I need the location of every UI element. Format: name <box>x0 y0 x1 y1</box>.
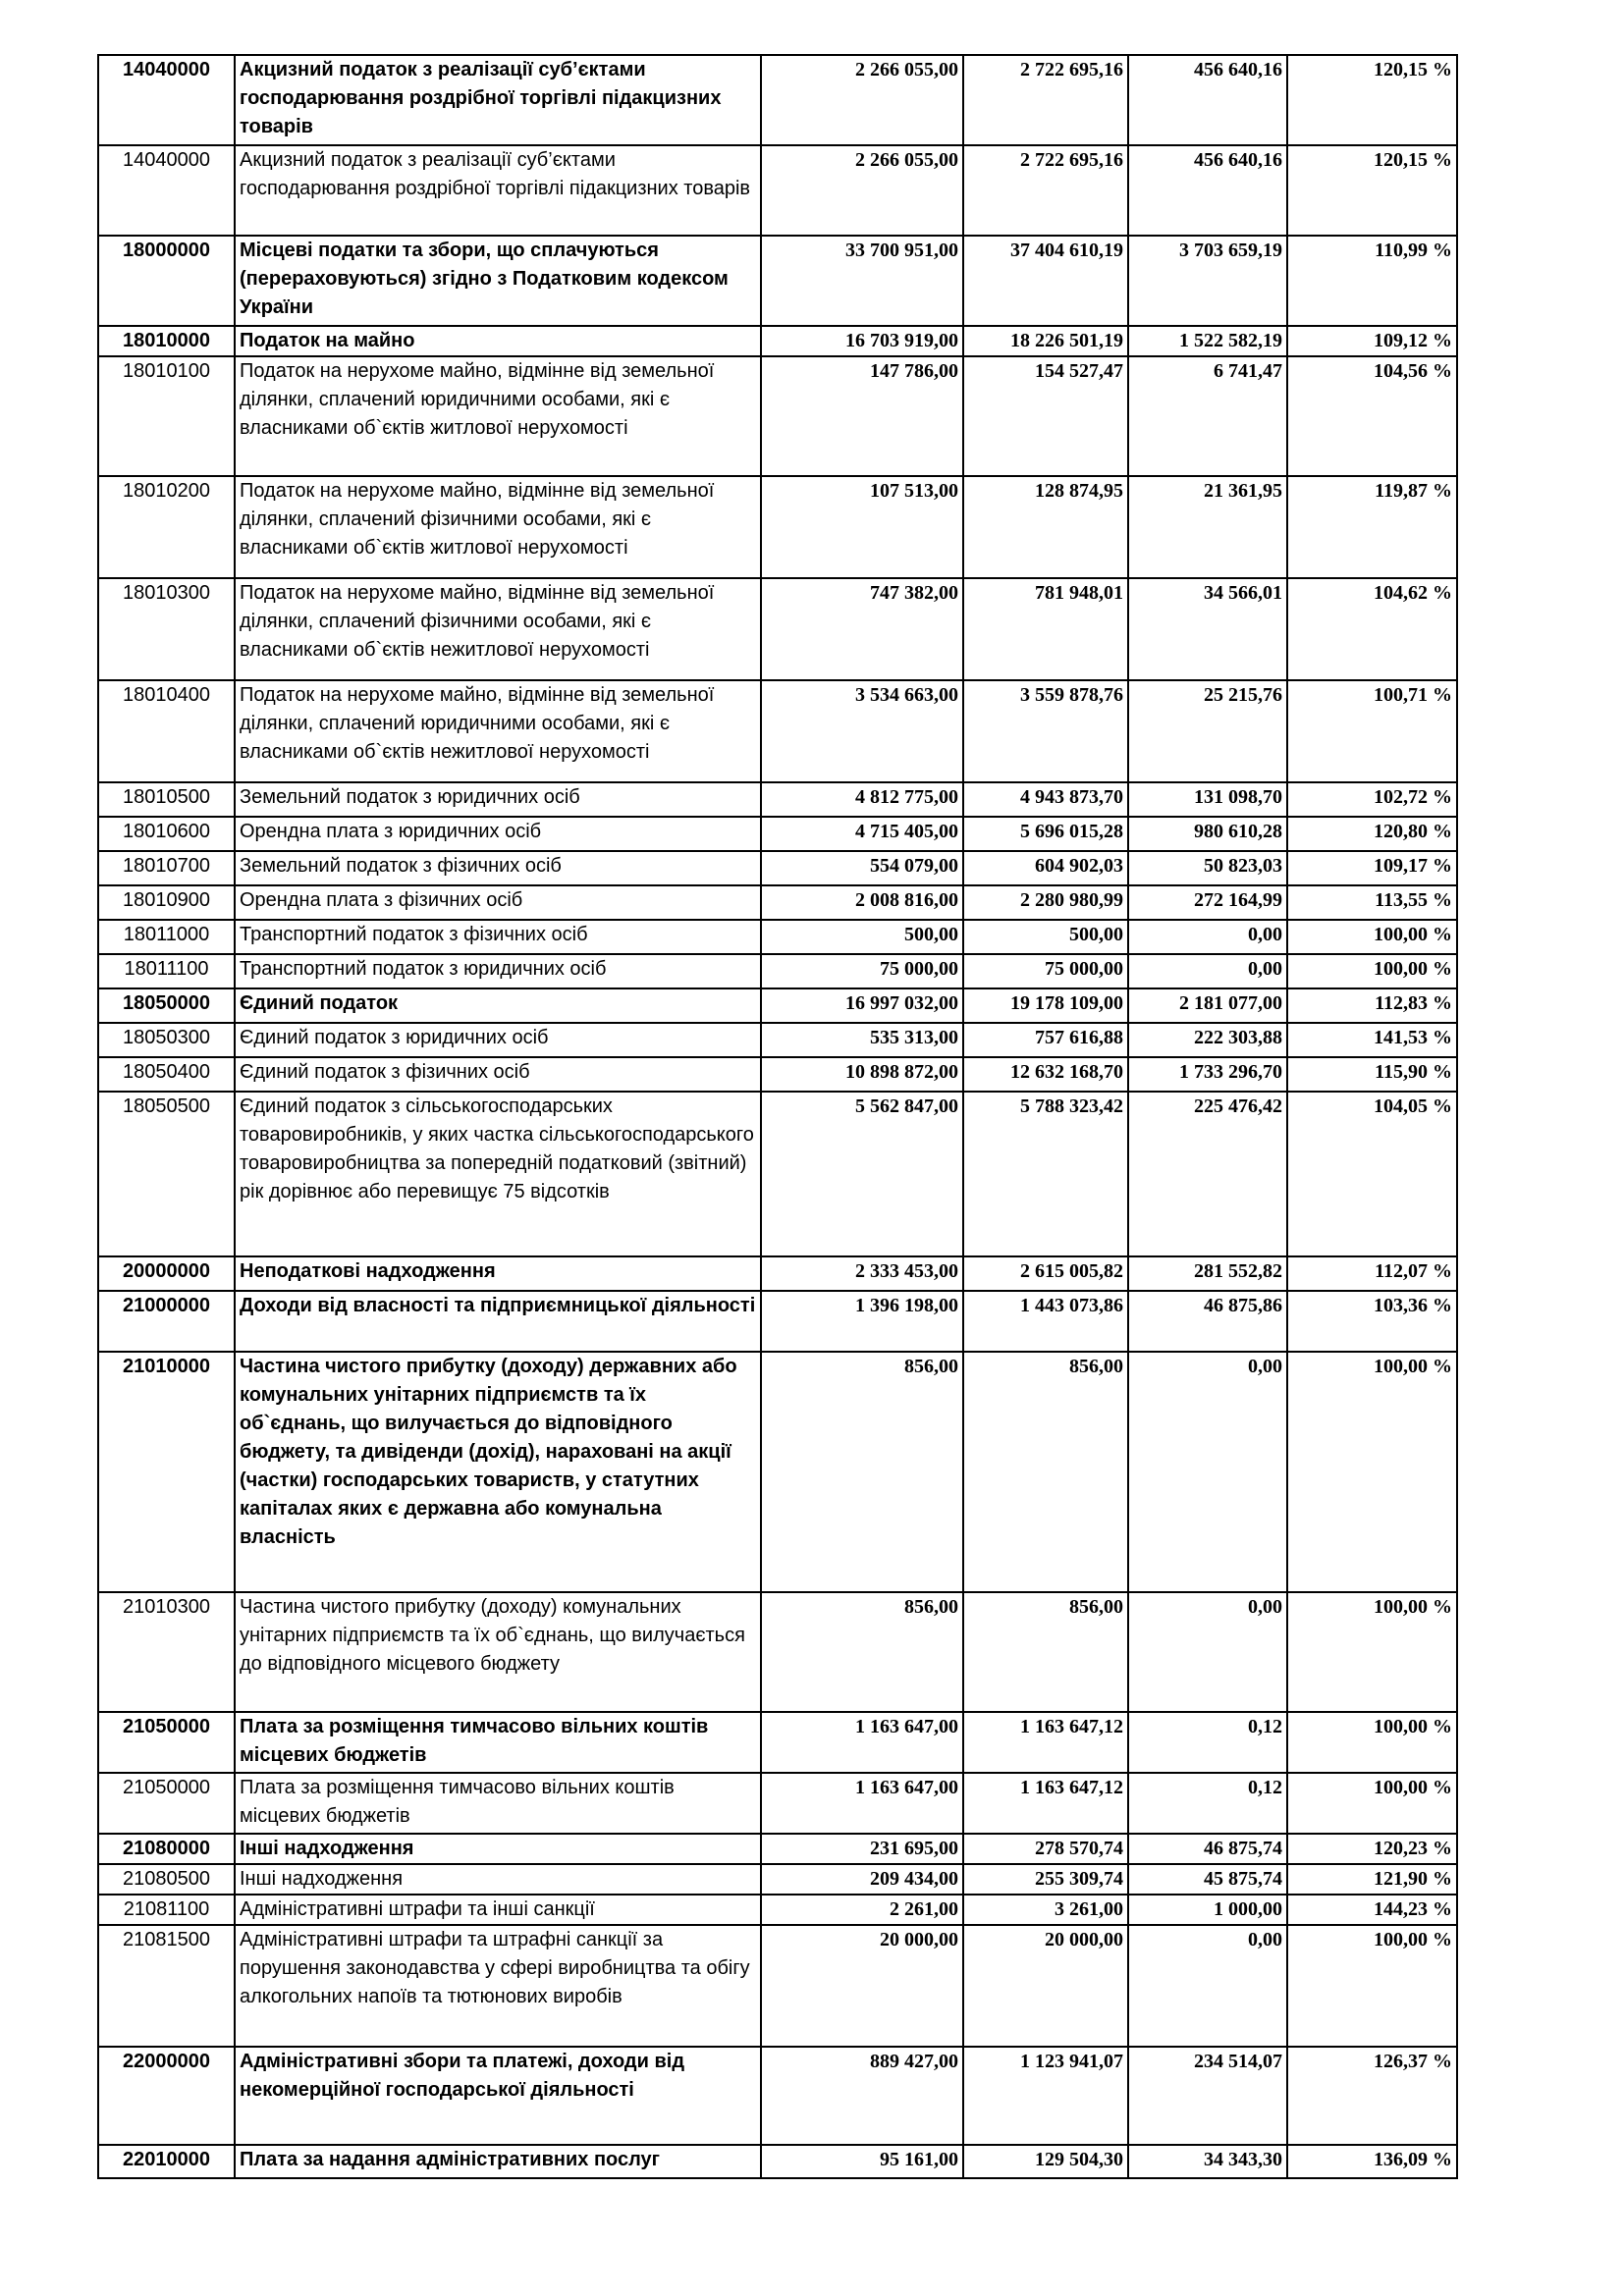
row-name: Плата за розміщення тимчасово вільних коштів місцевих бюджетів <box>235 1773 761 1834</box>
row-diff: 234 514,07 <box>1128 2047 1287 2145</box>
row-diff: 34 343,30 <box>1128 2145 1287 2178</box>
row-name: Податок на нерухоме майно, відмінне від земельної ділянки, сплачений юридичними особами, які є власниками об`єктів нежитлової нерухомості <box>235 680 761 782</box>
row-diff: 34 566,01 <box>1128 578 1287 680</box>
row-diff: 0,00 <box>1128 954 1287 988</box>
row-fact: 154 527,47 <box>963 356 1128 476</box>
row-plan: 1 163 647,00 <box>761 1773 963 1834</box>
table-row <box>98 782 1457 817</box>
row-plan: 856,00 <box>761 1352 963 1592</box>
row-name: Інші надходження <box>235 1864 761 1895</box>
row-percent: 141,53 % <box>1287 1023 1457 1057</box>
row-percent: 104,05 % <box>1287 1092 1457 1256</box>
row-fact: 19 178 109,00 <box>963 988 1128 1023</box>
row-fact: 604 902,03 <box>963 851 1128 885</box>
row-plan: 231 695,00 <box>761 1834 963 1864</box>
row-fact: 20 000,00 <box>963 1925 1128 2047</box>
table-row <box>98 236 1457 326</box>
row-name: Акцизний податок з реалізації суб’єктами господарювання роздрібної торгівлі підакцизних товарів <box>235 55 761 145</box>
row-fact: 2 280 980,99 <box>963 885 1128 920</box>
row-plan: 856,00 <box>761 1592 963 1712</box>
row-percent: 136,09 % <box>1287 2145 1457 2178</box>
row-percent: 102,72 % <box>1287 782 1457 817</box>
row-plan: 16 997 032,00 <box>761 988 963 1023</box>
row-diff: 1 522 582,19 <box>1128 326 1287 356</box>
table-row <box>98 851 1457 885</box>
row-name: Орендна плата з фізичних осіб <box>235 885 761 920</box>
row-fact: 18 226 501,19 <box>963 326 1128 356</box>
row-diff: 281 552,82 <box>1128 1256 1287 1291</box>
row-diff: 0,12 <box>1128 1773 1287 1834</box>
row-code: 21080000 <box>98 1834 235 1864</box>
row-plan: 147 786,00 <box>761 356 963 476</box>
row-diff: 272 164,99 <box>1128 885 1287 920</box>
row-percent: 110,99 % <box>1287 236 1457 326</box>
table-row <box>98 326 1457 356</box>
row-percent: 126,37 % <box>1287 2047 1457 2145</box>
table-row <box>98 1023 1457 1057</box>
row-fact: 856,00 <box>963 1592 1128 1712</box>
table-row <box>98 145 1457 236</box>
row-plan: 500,00 <box>761 920 963 954</box>
row-fact: 3 559 878,76 <box>963 680 1128 782</box>
row-plan: 554 079,00 <box>761 851 963 885</box>
row-fact: 2 722 695,16 <box>963 145 1128 236</box>
row-diff: 1 733 296,70 <box>1128 1057 1287 1092</box>
table-row <box>98 1256 1457 1291</box>
row-name: Єдиний податок з сільськогосподарських товаровиробників, у яких частка сільськогосподарського товаровиробництва за попередній податковий (звітний) рік дорівнює або перевищує 75 відсотків <box>235 1092 761 1256</box>
row-plan: 1 163 647,00 <box>761 1712 963 1773</box>
row-code: 20000000 <box>98 1256 235 1291</box>
row-code: 18050000 <box>98 988 235 1023</box>
row-code: 18050400 <box>98 1057 235 1092</box>
row-name: Неподаткові надходження <box>235 1256 761 1291</box>
row-plan: 75 000,00 <box>761 954 963 988</box>
row-code: 18010500 <box>98 782 235 817</box>
table-row <box>98 1291 1457 1352</box>
row-diff: 6 741,47 <box>1128 356 1287 476</box>
row-fact: 500,00 <box>963 920 1128 954</box>
row-code: 21050000 <box>98 1712 235 1773</box>
row-fact: 1 443 073,86 <box>963 1291 1128 1352</box>
row-fact: 128 874,95 <box>963 476 1128 578</box>
row-diff: 25 215,76 <box>1128 680 1287 782</box>
row-name: Транспортний податок з юридичних осіб <box>235 954 761 988</box>
row-plan: 5 562 847,00 <box>761 1092 963 1256</box>
table-row <box>98 356 1457 476</box>
row-percent: 144,23 % <box>1287 1895 1457 1925</box>
row-percent: 121,90 % <box>1287 1864 1457 1895</box>
row-diff: 0,00 <box>1128 920 1287 954</box>
table-row <box>98 920 1457 954</box>
row-code: 22000000 <box>98 2047 235 2145</box>
row-diff: 3 703 659,19 <box>1128 236 1287 326</box>
row-plan: 2 333 453,00 <box>761 1256 963 1291</box>
row-plan: 2 008 816,00 <box>761 885 963 920</box>
row-plan: 889 427,00 <box>761 2047 963 2145</box>
row-diff: 131 098,70 <box>1128 782 1287 817</box>
row-name: Орендна плата з юридичних осіб <box>235 817 761 851</box>
table-row <box>98 1834 1457 1864</box>
row-percent: 113,55 % <box>1287 885 1457 920</box>
row-plan: 16 703 919,00 <box>761 326 963 356</box>
row-fact: 781 948,01 <box>963 578 1128 680</box>
table-row <box>98 817 1457 851</box>
row-code: 18050300 <box>98 1023 235 1057</box>
table-row <box>98 1773 1457 1834</box>
table-row <box>98 885 1457 920</box>
row-plan: 1 396 198,00 <box>761 1291 963 1352</box>
row-name: Плата за надання адміністративних послуг <box>235 2145 761 2178</box>
row-plan: 535 313,00 <box>761 1023 963 1057</box>
row-fact: 1 163 647,12 <box>963 1773 1128 1834</box>
row-diff: 45 875,74 <box>1128 1864 1287 1895</box>
row-percent: 100,00 % <box>1287 1592 1457 1712</box>
row-plan: 2 266 055,00 <box>761 55 963 145</box>
row-fact: 5 696 015,28 <box>963 817 1128 851</box>
row-fact: 1 123 941,07 <box>963 2047 1128 2145</box>
table-row <box>98 1592 1457 1712</box>
row-code: 18010100 <box>98 356 235 476</box>
row-fact: 75 000,00 <box>963 954 1128 988</box>
row-fact: 278 570,74 <box>963 1834 1128 1864</box>
row-plan: 95 161,00 <box>761 2145 963 2178</box>
row-name: Податок на нерухоме майно, відмінне від земельної ділянки, сплачений фізичними особами, які є власниками об`єктів житлової нерухомості <box>235 476 761 578</box>
row-plan: 2 266 055,00 <box>761 145 963 236</box>
row-plan: 747 382,00 <box>761 578 963 680</box>
row-name: Плата за розміщення тимчасово вільних коштів місцевих бюджетів <box>235 1712 761 1773</box>
table-row <box>98 680 1457 782</box>
row-diff: 0,00 <box>1128 1925 1287 2047</box>
row-name: Земельний податок з юридичних осіб <box>235 782 761 817</box>
table-row <box>98 1712 1457 1773</box>
row-name: Адміністративні штрафи та інші санкції <box>235 1895 761 1925</box>
table-row <box>98 988 1457 1023</box>
row-code: 18010700 <box>98 851 235 885</box>
row-diff: 46 875,74 <box>1128 1834 1287 1864</box>
row-code: 21080500 <box>98 1864 235 1895</box>
table-row <box>98 1925 1457 2047</box>
row-code: 21081100 <box>98 1895 235 1925</box>
row-name: Місцеві податки та збори, що сплачуються (перераховуються) згідно з Податковим кодексом України <box>235 236 761 326</box>
row-plan: 20 000,00 <box>761 1925 963 2047</box>
row-percent: 115,90 % <box>1287 1057 1457 1092</box>
row-code: 18010400 <box>98 680 235 782</box>
row-code: 22010000 <box>98 2145 235 2178</box>
table-row <box>98 476 1457 578</box>
row-percent: 100,00 % <box>1287 1352 1457 1592</box>
row-code: 18011100 <box>98 954 235 988</box>
row-percent: 120,23 % <box>1287 1834 1457 1864</box>
row-name: Адміністративні збори та платежі, доходи від некомерційної господарської діяльності <box>235 2047 761 2145</box>
row-fact: 37 404 610,19 <box>963 236 1128 326</box>
row-plan: 209 434,00 <box>761 1864 963 1895</box>
row-fact: 856,00 <box>963 1352 1128 1592</box>
row-percent: 100,00 % <box>1287 1712 1457 1773</box>
row-diff: 1 000,00 <box>1128 1895 1287 1925</box>
row-fact: 3 261,00 <box>963 1895 1128 1925</box>
row-percent: 100,00 % <box>1287 954 1457 988</box>
row-name: Адміністративні штрафи та штрафні санкції за порушення законодавства у сфері виробництва та обігу алкогольних напоїв та тютюнових виробів <box>235 1925 761 2047</box>
table-row <box>98 578 1457 680</box>
row-code: 18011000 <box>98 920 235 954</box>
table-row <box>98 1352 1457 1592</box>
row-name: Частина чистого прибутку (доходу) комунальних унітарних підприємств та їх об`єднань, що вилучається до відповідного місцевого бюджету <box>235 1592 761 1712</box>
table-row <box>98 1092 1457 1256</box>
table-row <box>98 1895 1457 1925</box>
row-fact: 255 309,74 <box>963 1864 1128 1895</box>
row-name: Єдиний податок <box>235 988 761 1023</box>
row-name: Інші надходження <box>235 1834 761 1864</box>
table-row <box>98 2047 1457 2145</box>
row-code: 21010300 <box>98 1592 235 1712</box>
row-name: Земельний податок з фізичних осіб <box>235 851 761 885</box>
row-fact: 1 163 647,12 <box>963 1712 1128 1773</box>
row-percent: 119,87 % <box>1287 476 1457 578</box>
row-name: Податок на нерухоме майно, відмінне від земельної ділянки, сплачений фізичними особами, які є власниками об`єктів нежитлової нерухомості <box>235 578 761 680</box>
row-fact: 2 615 005,82 <box>963 1256 1128 1291</box>
row-name: Податок на нерухоме майно, відмінне від земельної ділянки, сплачений юридичними особами, які є власниками об`єктів житлової нерухомості <box>235 356 761 476</box>
row-diff: 225 476,42 <box>1128 1092 1287 1256</box>
row-percent: 120,15 % <box>1287 55 1457 145</box>
row-percent: 104,56 % <box>1287 356 1457 476</box>
row-code: 18050500 <box>98 1092 235 1256</box>
row-code: 18010600 <box>98 817 235 851</box>
revenue-table <box>97 54 1458 2179</box>
row-code: 21081500 <box>98 1925 235 2047</box>
row-percent: 120,80 % <box>1287 817 1457 851</box>
row-name: Частина чистого прибутку (доходу) державних або комунальних унітарних підприємств та їх об`єднань, що вилучається до відповідного бюджету, та дивіденди (дохід), нараховані на акції (частки) господарських товариств, у статутних капіталах яких є державна або комунальна власність <box>235 1352 761 1592</box>
row-plan: 2 261,00 <box>761 1895 963 1925</box>
row-plan: 4 812 775,00 <box>761 782 963 817</box>
row-name: Єдиний податок з юридичних осіб <box>235 1023 761 1057</box>
row-code: 21050000 <box>98 1773 235 1834</box>
row-percent: 112,83 % <box>1287 988 1457 1023</box>
table-row <box>98 1864 1457 1895</box>
row-percent: 112,07 % <box>1287 1256 1457 1291</box>
row-percent: 100,00 % <box>1287 1925 1457 2047</box>
row-code: 18010300 <box>98 578 235 680</box>
row-code: 14040000 <box>98 55 235 145</box>
row-fact: 4 943 873,70 <box>963 782 1128 817</box>
row-name: Доходи від власності та підприємницької діяльності <box>235 1291 761 1352</box>
row-code: 18010200 <box>98 476 235 578</box>
row-diff: 0,00 <box>1128 1352 1287 1592</box>
row-plan: 33 700 951,00 <box>761 236 963 326</box>
row-fact: 2 722 695,16 <box>963 55 1128 145</box>
row-percent: 104,62 % <box>1287 578 1457 680</box>
row-fact: 129 504,30 <box>963 2145 1128 2178</box>
row-code: 21010000 <box>98 1352 235 1592</box>
row-name: Податок на майно <box>235 326 761 356</box>
table-row <box>98 2145 1457 2178</box>
row-diff: 2 181 077,00 <box>1128 988 1287 1023</box>
row-diff: 456 640,16 <box>1128 55 1287 145</box>
row-fact: 12 632 168,70 <box>963 1057 1128 1092</box>
row-diff: 50 823,03 <box>1128 851 1287 885</box>
row-percent: 109,17 % <box>1287 851 1457 885</box>
row-percent: 100,00 % <box>1287 1773 1457 1834</box>
row-diff: 46 875,86 <box>1128 1291 1287 1352</box>
row-diff: 21 361,95 <box>1128 476 1287 578</box>
row-percent: 100,00 % <box>1287 920 1457 954</box>
table-row <box>98 954 1457 988</box>
row-diff: 980 610,28 <box>1128 817 1287 851</box>
row-percent: 103,36 % <box>1287 1291 1457 1352</box>
row-fact: 757 616,88 <box>963 1023 1128 1057</box>
row-plan: 4 715 405,00 <box>761 817 963 851</box>
row-diff: 222 303,88 <box>1128 1023 1287 1057</box>
row-name: Транспортний податок з фізичних осіб <box>235 920 761 954</box>
row-code: 14040000 <box>98 145 235 236</box>
row-name: Акцизний податок з реалізації суб’єктами господарювання роздрібної торгівлі підакцизних товарів <box>235 145 761 236</box>
row-diff: 0,00 <box>1128 1592 1287 1712</box>
row-plan: 3 534 663,00 <box>761 680 963 782</box>
row-name: Єдиний податок з фізичних осіб <box>235 1057 761 1092</box>
table-row <box>98 1057 1457 1092</box>
row-diff: 456 640,16 <box>1128 145 1287 236</box>
row-code: 21000000 <box>98 1291 235 1352</box>
table-row <box>98 55 1457 145</box>
row-code: 18000000 <box>98 236 235 326</box>
row-diff: 0,12 <box>1128 1712 1287 1773</box>
row-percent: 109,12 % <box>1287 326 1457 356</box>
row-code: 18010000 <box>98 326 235 356</box>
row-code: 18010900 <box>98 885 235 920</box>
revenue-table-body <box>98 55 1457 2178</box>
row-plan: 107 513,00 <box>761 476 963 578</box>
row-percent: 100,71 % <box>1287 680 1457 782</box>
row-plan: 10 898 872,00 <box>761 1057 963 1092</box>
row-fact: 5 788 323,42 <box>963 1092 1128 1256</box>
row-percent: 120,15 % <box>1287 145 1457 236</box>
